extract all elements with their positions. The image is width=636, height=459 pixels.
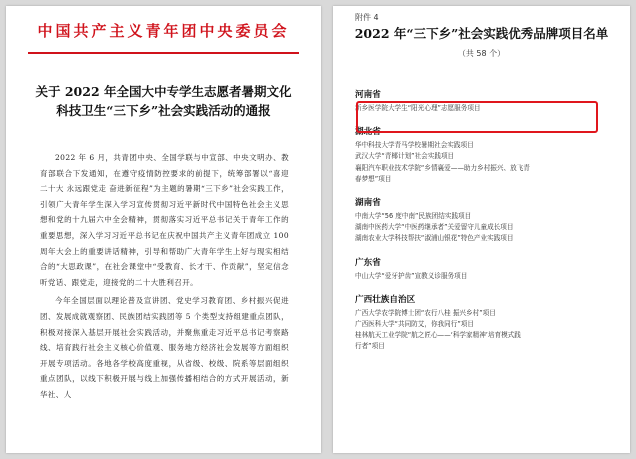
project-item: 桂林航天工业学院“航之匠心——‘科学家精神’培育模式践: [355, 331, 521, 340]
notice-title: [26, 82, 301, 120]
province-name: 广东省: [355, 257, 381, 268]
organization-header: 中国共产主义青年团中央委员会: [37, 22, 290, 40]
project-item: 中南大学“56 度中南”民族团结实践项目: [355, 212, 472, 221]
project-item: 襄阳汽车职业技术学院“乡情襄爱——助力乡村振兴、放飞青: [355, 163, 530, 172]
project-item: 春梦想”项目: [355, 174, 392, 183]
notice-page: [6, 6, 321, 453]
total-count: （共 58 个）: [457, 49, 506, 58]
notice-title-line-2: 科技卫生“三下乡”社会实践活动的通报: [56, 103, 271, 118]
project-item: 湖南农业大学科技帮扶“淑浦山银花”特色产业实践项目: [355, 234, 514, 243]
province-guangxi: [355, 293, 620, 353]
province-name: 湖北省: [355, 127, 381, 138]
project-item: 武汉大学“青椰计划”社会实践项目: [355, 152, 455, 161]
province-name: 湖南省: [355, 198, 381, 209]
notice-body: [40, 150, 289, 406]
list-title: 2022 年“三下乡”社会实践优秀品牌项目名单: [354, 26, 609, 41]
project-list-page: [333, 6, 630, 453]
project-item: 广西医科大学“共同防艾，你我同行”项目: [355, 320, 474, 329]
province-name: 广西壮族自治区: [355, 294, 416, 305]
project-item: 华中科技大学青马学校暑期社会实践项目: [355, 141, 474, 150]
notice-title-line-1: 关于 2022 年全国大中专学生志愿者暑期文化: [35, 84, 292, 99]
province-hunan: [355, 196, 620, 245]
project-item: 中山大学“爱牙护齿”宣教义诊服务项目: [355, 271, 468, 280]
project-item: 新乡医学院大学生“阳光心理”志愿服务项目: [355, 104, 481, 112]
province-name: 河南省: [355, 90, 381, 100]
province-guangdong: [355, 256, 620, 282]
highlight-box: [356, 101, 598, 133]
province-hubei: [355, 125, 620, 185]
project-item: 行者”项目: [355, 342, 385, 351]
project-item: 广西大学农学院博士团“农行八桂 振兴乡村”项目: [355, 308, 496, 317]
annex-label: 附件 4: [355, 13, 379, 22]
paragraph: 2022 年 6 月，共青团中央、全国学联与中宣部、中央文明办、教育部联合下发通知，在遵守疫情防控要求的前提下，统筹部署以“喜迎二十大 永远跟党走 奋进新征程”为主题的暑期“三下乡”社会实践工作，引领广大青年学生深入学习宣传贯彻习近平新时代中国特色社会主义思想和党的十九届六中全会精神，贯彻落实习近平总书记关于青年工作的重要思想，深入学习习近平总书记在庆祝中国共产主义青年团成立 100 周年大会上的重要讲话精神，引导和帮助广大青年学生上好与现实相结合的“大思政课”，在社会课堂中“受教育、长才干、作贡献”，坚定信念听党话、跟党走，迎接党的二十大胜利召开。: [40, 153, 289, 287]
red-divider: [28, 52, 299, 54]
project-item: 湖南中医药大学“中医药继承者”关爱留守儿童成长项目: [355, 223, 514, 232]
paragraph: 今年全国层面以理论普及宣讲团、党史学习教育团、乡村振兴促进团、发展成就观察团、民族团结实践团等 5 个类型支持组建重点团队，积极对接深入基层开展社会实践活动，并聚焦重走习近平总书记考察路线、培育践行社会主义核心价值观、服务地方经济社会发展等方面组织开展专项活动。各地各学校高度重视，从省级、校级、院系等层面组织重点团队，以线下积极开展与线上加强传播相结合的方式开展活动，新华社、人: [40, 296, 289, 399]
